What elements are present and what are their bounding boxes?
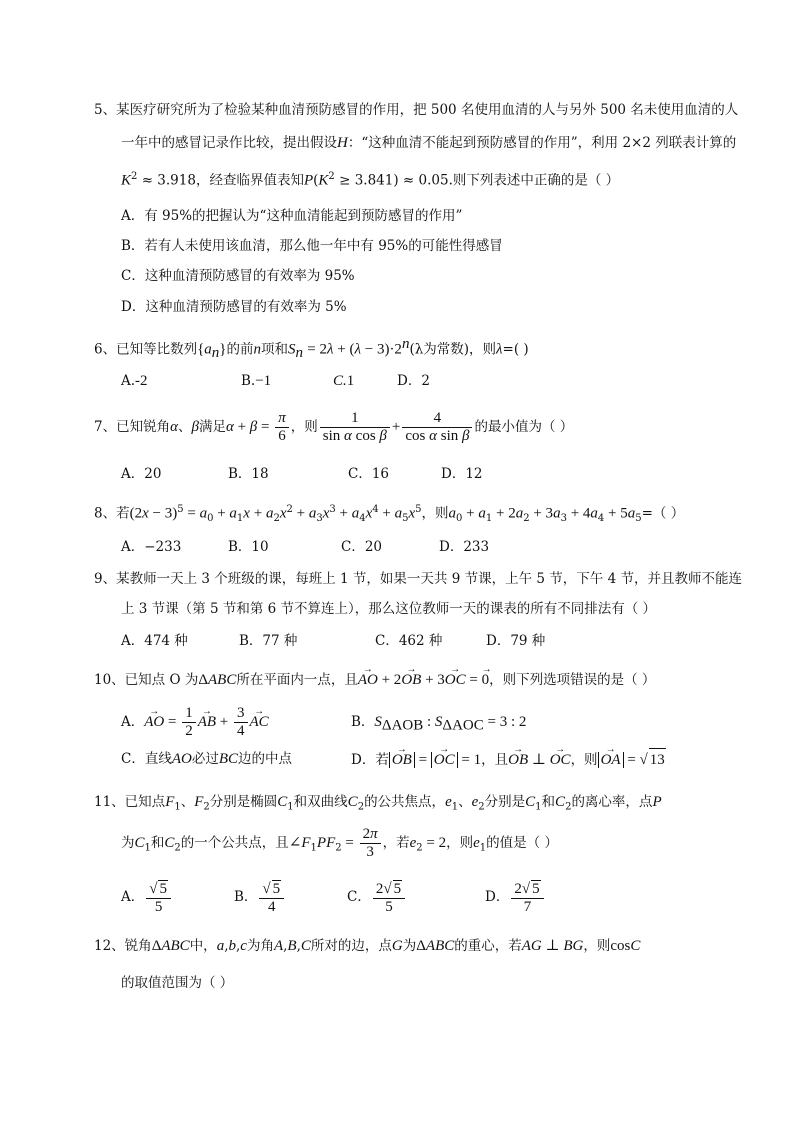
question-10-option-d: D．若→ OB = → OC = 1，且→ OB ⊥ → OC，则→ OA = √ 13	[351, 748, 666, 771]
question-5-line-1: 5、某医疗研究所为了检验某种血清预防感冒的作用，把 500 名使用血清的人与另外 500 名未使用血清的人	[94, 102, 739, 118]
question-11-option-c: C． $\frac{2√ 5}{5}$	[347, 876, 407, 918]
question-10-options-row-1	[121, 704, 721, 740]
question-11-option-b: B． $\frac{√ 5}{4}$	[234, 876, 286, 918]
question-10-option-a: A．→ AO = $\frac{1}{2}$ → AB + $\frac{3}{4}$ → AC	[121, 704, 269, 740]
question-7-option-b: B．18	[228, 466, 269, 482]
question-10-options-row-2	[121, 748, 721, 770]
question-9-option-c: C．462 种	[375, 633, 443, 649]
question-8-option-b: B．10	[228, 539, 269, 555]
question-12-line-2: 的取值范围为（ ）	[121, 975, 234, 991]
question-8-options	[121, 536, 721, 558]
question-11-line-2: 为$C_1$和$C_2$的一个公共点，且$\angle F_1PF_2$ = $\frac{2\pi}{3}$ ，若$e_2 = 2$，则$e_1$的值是（ ）	[121, 826, 558, 860]
question-9-option-b: B．77 种	[239, 633, 298, 649]
question-8-option-c: C．20	[341, 539, 383, 555]
question-5-option-a: A．有 95%的把握认为“这种血清能起到预防感冒的作用”	[121, 208, 463, 224]
question-8-option-a: A．−233	[121, 539, 182, 555]
question-5-line-2: 一年中的感冒记录作比较，提出假设H：“这种血清不能起到预防感冒的作用”，利用 2×2 列联表计算的	[121, 135, 737, 151]
question-7-option-d: D．12	[441, 466, 483, 482]
question-7-option-a: A．20	[121, 466, 162, 482]
question-7-stem: 7、已知锐角α、β满足α + β = $\frac{\pi}{6}$ ，则 $\frac{1}{\text{sin α cos β}}$ + $\frac{4}{\text{cos α sin β}}$ 的最小值为（ ）	[94, 410, 574, 444]
question-6-options	[121, 370, 721, 392]
question-9-option-a: A．474 种	[121, 633, 188, 649]
question-11-options	[121, 876, 721, 918]
question-10-option-b: B．$S_{\Delta AOB}$ : $S_{\Delta AOC} = 3$ : 2	[351, 714, 527, 734]
question-11-line-1: 11、已知点$F_1$、$F_2$分别是椭圆$C_1$和双曲线$C_2$的公共焦点，$e_1$、$e_2$分别是$C_1$和$C_2$的离心率，点P	[94, 794, 662, 813]
question-7-option-c: C．16	[348, 466, 390, 482]
question-6-option-d: D．2	[397, 373, 430, 389]
question-10-stem: 10、已知点 O 为ΔABC所在平面内一点，且→ AO + 2→ OB + 3→ OC = → 0，则下列选项错误的是（ ）	[94, 670, 704, 690]
question-6-option-c: C.1	[333, 373, 355, 389]
question-9-line-2: 上 3 节课（第 5 节和第 6 节不算连上），那么这位教师一天的课表的所有不同排法有（ ）	[121, 601, 657, 617]
question-8-option-d: D．233	[439, 539, 490, 555]
question-9-option-d: D．79 种	[486, 633, 546, 649]
question-9-line-1: 9、某教师一天上 3 个班级的课，每班上 1 节，如果一天共 9 节课，上午 5 节，下午 4 节，并且教师不能连	[94, 571, 742, 587]
question-5-option-b: B．若有人未使用该血清，那么他一年中有 95%的可能性得感冒	[121, 238, 503, 254]
question-6-option-a: A.-2	[121, 373, 148, 389]
question-6-option-b: B.−1	[241, 373, 272, 389]
question-7-options	[121, 463, 721, 485]
question-11-option-d: D． $\frac{2√ 5}{7}$	[485, 876, 546, 918]
question-11-option-a: A． $\frac{√ 5}{5}$	[121, 876, 173, 918]
question-10-option-c: C．直线AO必过BC边的中点	[121, 751, 293, 767]
question-5-line-3: $K^2 \approx 3.918$，经查临界值表知$P(K^2 \ge 3.841) \approx 0.05$.则下列表述中正确的是（ ）	[121, 171, 620, 189]
question-9-options	[121, 630, 721, 652]
question-12-line-1: 12、锐角ΔABC中，a,b,c为角A,B,C所对的边，点G为ΔABC的重心，若AG ⊥ BG，则cosC	[94, 938, 641, 954]
question-8-stem: 8、若$(2x - 3)^5 = a_0 + a_1x + a_2x^2 + a_3x^3 + a_4x^4 + a_5x^5$，则$a_0 + a_1 + 2a_2 + 3a_3 + 4a_4 + 5a_5=$（ ）	[94, 504, 685, 525]
question-5-option-d: D．这种血清预防感冒的有效率为 5%	[121, 299, 347, 315]
question-6-stem: 6、已知等比数列$\{a_n\}$的前n项和$S_n = 2\lambda + (\lambda - 3)\cdot 2^n(\lambda$为常数)，则λ=( )	[94, 336, 529, 362]
question-5-option-c: C．这种血清预防感冒的有效率为 95%	[121, 268, 355, 284]
